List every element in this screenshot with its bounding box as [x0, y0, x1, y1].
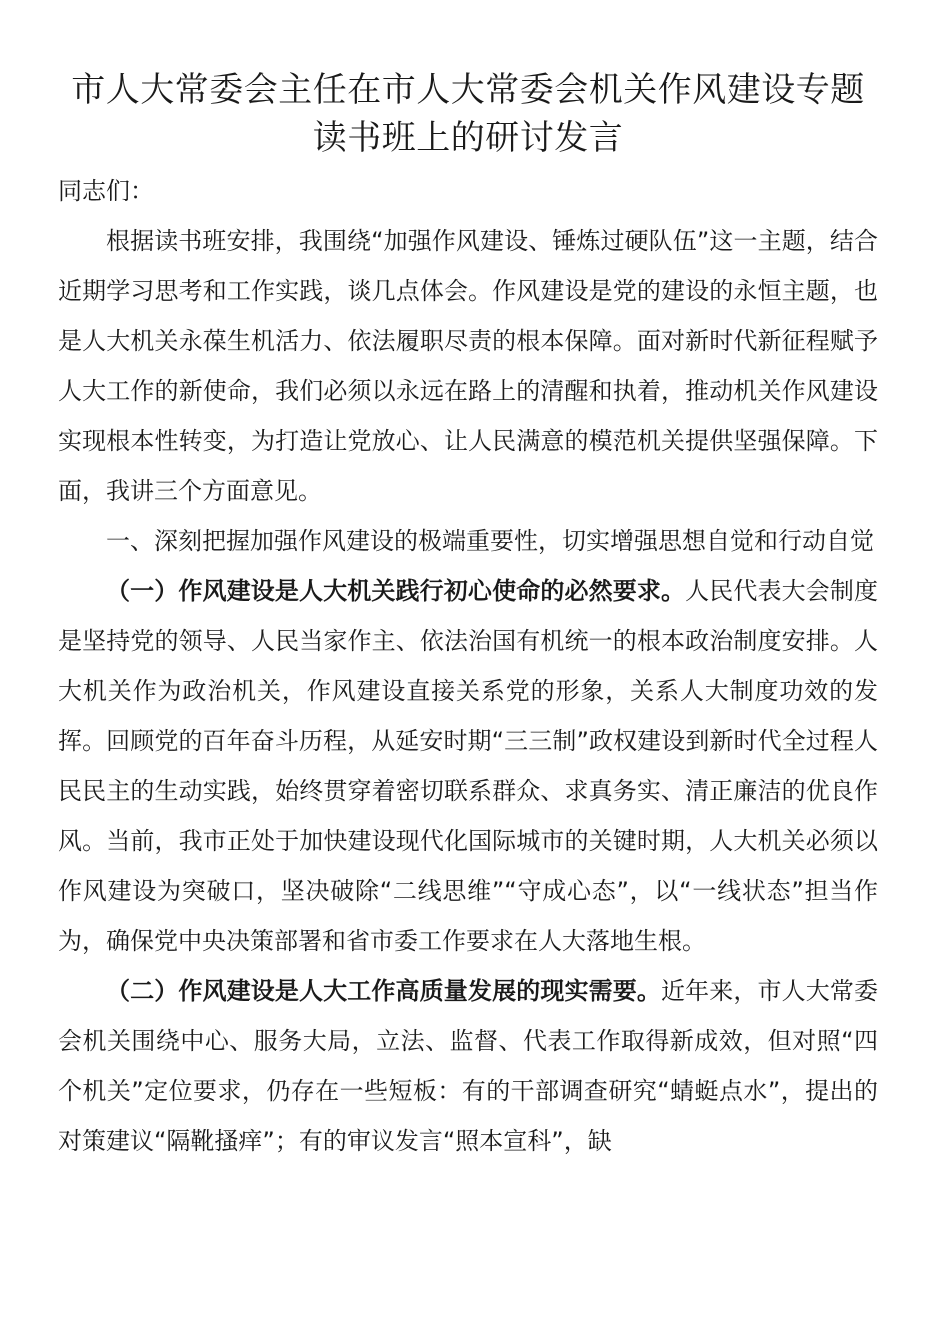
- document-title: [58, 66, 878, 162]
- item-2-text: 近年来，市人大常委会机关围绕中心、服务大局，立法、监督、代表工作取得新成效，但对照“四个机关”定位要求，仍存在一些短板：有的干部调查研究“蜻蜓点水”，提出的对策建议“隔靴搔痒”；有的审议发言“照本宣科”，缺: [58, 977, 879, 1155]
- intro-paragraph: 根据读书班安排，我围绕“加强作风建设、锤炼过硬队伍”这一主题，结合近期学习思考和工作实践，谈几点体会。作风建设是党的建设的永恒主题，也是人大机关永葆生机活力、依法履职尽责的根本保障。面对新时代新征程赋予人大工作的新使命，我们必须以永远在路上的清醒和执着，推动机关作风建设实现根本性转变，为打造让党放心、让人民满意的模范机关提供坚强保障。下面，我讲三个方面意见。: [58, 227, 878, 505]
- title-line-1: 市人大常委会主任在市人大常委会机关作风建设专题: [71, 70, 865, 110]
- greeting: 同志们：: [58, 177, 154, 205]
- item-2-paragraph: [58, 966, 878, 1166]
- item-1-paragraph: [58, 566, 878, 966]
- title-line-2: 读书班上的研讨发言: [312, 118, 624, 158]
- section-1-heading: 一、深刻把握加强作风建设的极端重要性，切实增强思想自觉和行动自觉: [106, 527, 874, 555]
- item-1-text: 人民代表大会制度是坚持党的领导、人民当家作主、依法治国有机统一的根本政治制度安排。人大机关作为政治机关，作风建设直接关系党的形象，关系人大制度功效的发挥。回顾党的百年奋斗历程，从延安时期“三三制”政权建设到新时代全过程人民民主的生动实践，始终贯穿着密切联系群众、求真务实、清正廉洁的优良作风。当前，我市正处于加快建设现代化国际城市的关键时期，人大机关必须以作风建设为突破口，坚决破除“二线思维”“守成心态”，以“一线状态”担当作为，确保党中央决策部署和省市委工作要求在人大落地生根。: [58, 577, 879, 955]
- item-2-heading: （二）作风建设是人大工作高质量发展的现实需要。: [106, 977, 661, 1005]
- item-1-heading: （一）作风建设是人大机关践行初心使命的必然要求。: [106, 577, 686, 605]
